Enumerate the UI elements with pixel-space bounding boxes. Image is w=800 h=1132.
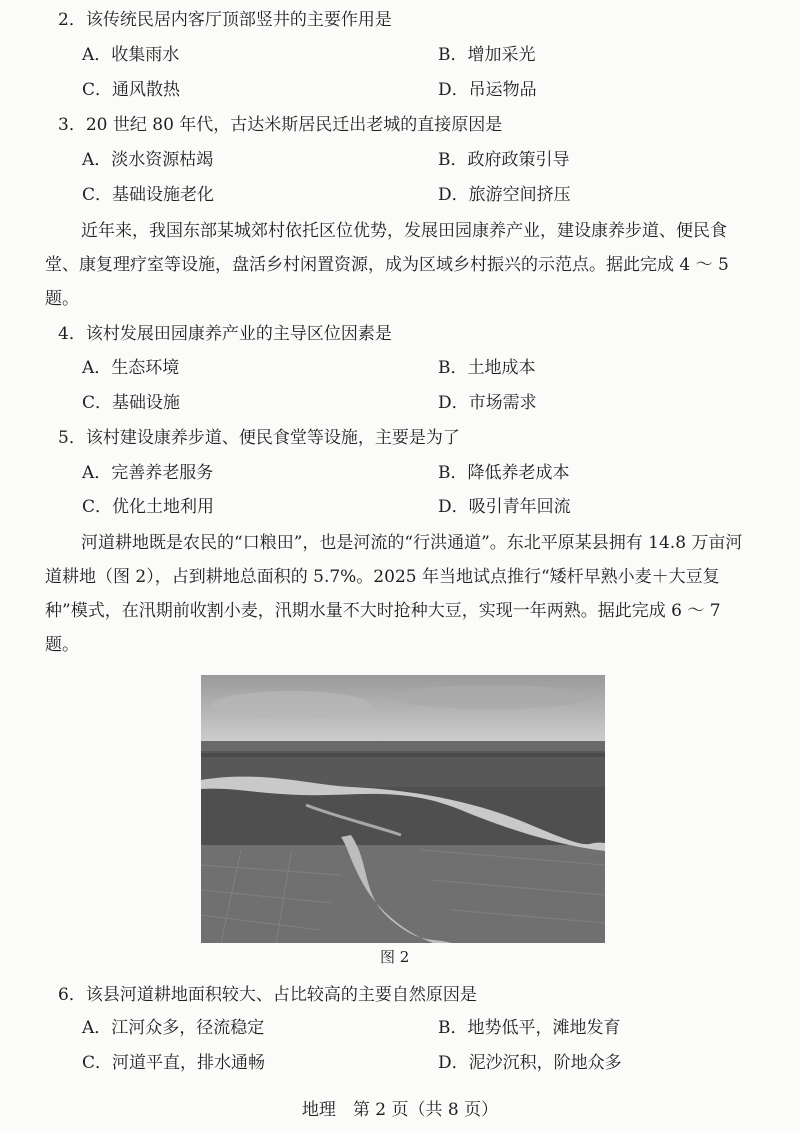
question-5-stem: 5．该村建设康养步道、便民食堂等设施，主要是为了 (58, 428, 460, 448)
question-4-option-d: D．市场需求 (438, 393, 537, 413)
question-3-option-b: B．政府政策引导 (438, 150, 570, 170)
question-2-option-a: A．收集雨水 (82, 45, 180, 65)
river-farmland-photo (201, 675, 605, 943)
question-3-option-d: D．旅游空间挤压 (438, 185, 571, 205)
question-2-stem: 2．该传统民居内客厅顶部竖井的主要作用是 (58, 10, 392, 30)
question-6-option-d: D．泥沙沉积，阶地众多 (438, 1053, 622, 1073)
question-4-option-c: C．基础设施 (82, 393, 181, 413)
question-4-option-b: B．土地成本 (438, 358, 536, 378)
question-4-option-a: A．生态环境 (82, 358, 180, 378)
page-footer: 地理 第 2 页（共 8 页） (301, 1100, 499, 1120)
question-2-option-d: D．吊运物品 (438, 80, 537, 100)
question-5-option-a: A．完善养老服务 (82, 463, 214, 483)
question-5-option-b: B．降低养老成本 (438, 463, 570, 483)
question-2-option-c: C．通风散热 (82, 80, 181, 100)
question-5-option-d: D．吸引青年回流 (438, 497, 571, 517)
passage-1: 近年来，我国东部某城郊村依托区位优势，发展田园康养产业，建设康养步道、便民食堂、康复理疗室等设施，盘活乡村闲置资源，成为区域乡村振兴的示范点。据此完成 4 ～ 5 题。 (45, 221, 729, 309)
question-6-option-a: A．江河众多，径流稳定 (82, 1018, 265, 1038)
question-5-option-c: C．优化土地利用 (82, 497, 215, 517)
question-6-stem: 6．该县河道耕地面积较大、占比较高的主要自然原因是 (58, 985, 477, 1005)
question-2-option-b: B．增加采光 (438, 45, 536, 65)
question-6-option-c: C．河道平直，排水通畅 (82, 1053, 266, 1073)
passage-2: 河道耕地既是农民的“口粮田”，也是河流的“行洪通道”。东北平原某县拥有 14.8 万亩河道耕地（图 2），占到耕地总面积的 5.7%。2025 年当地试点推行“矮杆早熟小麦＋大豆复种”模式，在汛期前收割小麦，汛期水量不大时抢种大豆，实现一年两熟。据此完成 6 ～ 7 题。 (45, 533, 743, 655)
question-3-stem: 3．20 世纪 80 年代，古达米斯居民迁出老城的直接原因是 (58, 115, 503, 135)
question-3-option-c: C．基础设施老化 (82, 185, 215, 205)
question-4-stem: 4．该村发展田园康养产业的主导区位因素是 (58, 324, 392, 344)
question-6-option-b: B．地势低平，滩地发育 (438, 1018, 621, 1038)
question-3-option-a: A．淡水资源枯竭 (82, 150, 214, 170)
figure-caption: 图 2 (380, 948, 410, 966)
